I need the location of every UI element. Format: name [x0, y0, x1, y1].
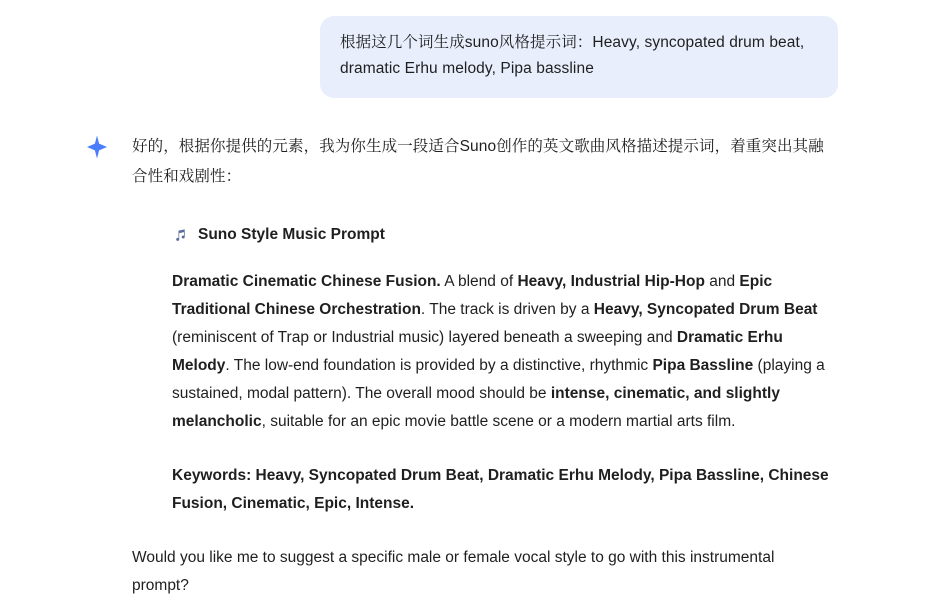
- prompt-emphasis-text: intense, cinematic, and slightly melancholic: [172, 385, 780, 430]
- assistant-intro-text: 好的，根据你提供的元素，我为你生成一段适合Suno创作的英文歌曲风格描述提示词，着重突出其融合性和戏剧性：: [132, 138, 824, 185]
- prompt-plain-text: . The track is driven by a: [420, 301, 594, 318]
- assistant-message-row: [0, 132, 952, 600]
- prompt-emphasis-text: Heavy, Syncopated Drum Beat: [593, 301, 818, 318]
- prompt-keywords-paragraph: [172, 462, 832, 518]
- user-message-row: [0, 16, 952, 98]
- assistant-closing-question: Would you like me to suggest a specific male or female vocal style to go with this instrumental prompt?: [132, 549, 775, 594]
- keywords-text: Keywords: Heavy, Syncopated Drum Beat, Dramatic Erhu Melody, Pipa Bassline, Chinese Fusion, Cinematic, Epic, Intense.: [172, 467, 829, 512]
- prompt-plain-text: (reminiscent of Trap or Industrial music) layered beneath a sweeping and: [172, 329, 677, 346]
- prompt-description-paragraph: [172, 268, 832, 436]
- user-message-bubble: 根据这几个词生成suno风格提示词：Heavy, syncopated drum beat, dramatic Erhu melody, Pipa bassline: [320, 16, 838, 98]
- prompt-plain-text: , suitable for an epic movie battle scene or a modern martial arts film.: [261, 413, 736, 430]
- prompt-emphasis-text: Heavy, Industrial Hip-Hop: [517, 273, 705, 290]
- prompt-emphasis-text: Epic Traditional Chinese Orchestration: [172, 273, 773, 318]
- assistant-message-body: [132, 132, 832, 600]
- prompt-plain-text: (playing a sustained, modal pattern). The overall mood should be: [172, 357, 825, 402]
- prompt-plain-text: . The low-end foundation is provided by a distinctive, rhythmic: [225, 357, 653, 374]
- suno-prompt-heading-label: Suno Style Music Prompt: [198, 226, 385, 243]
- prompt-emphasis-text: Dramatic Erhu Melody: [172, 329, 783, 374]
- prompt-plain-text: and: [704, 273, 740, 290]
- sparkle-icon: [84, 134, 110, 160]
- prompt-emphasis-text: Pipa Bassline: [652, 357, 754, 374]
- music-note-icon: [172, 226, 190, 244]
- suno-prompt-heading: [172, 220, 832, 250]
- prompt-plain-text: A blend of: [440, 273, 518, 290]
- prompt-emphasis-text: Dramatic Cinematic Chinese Fusion.: [172, 273, 441, 290]
